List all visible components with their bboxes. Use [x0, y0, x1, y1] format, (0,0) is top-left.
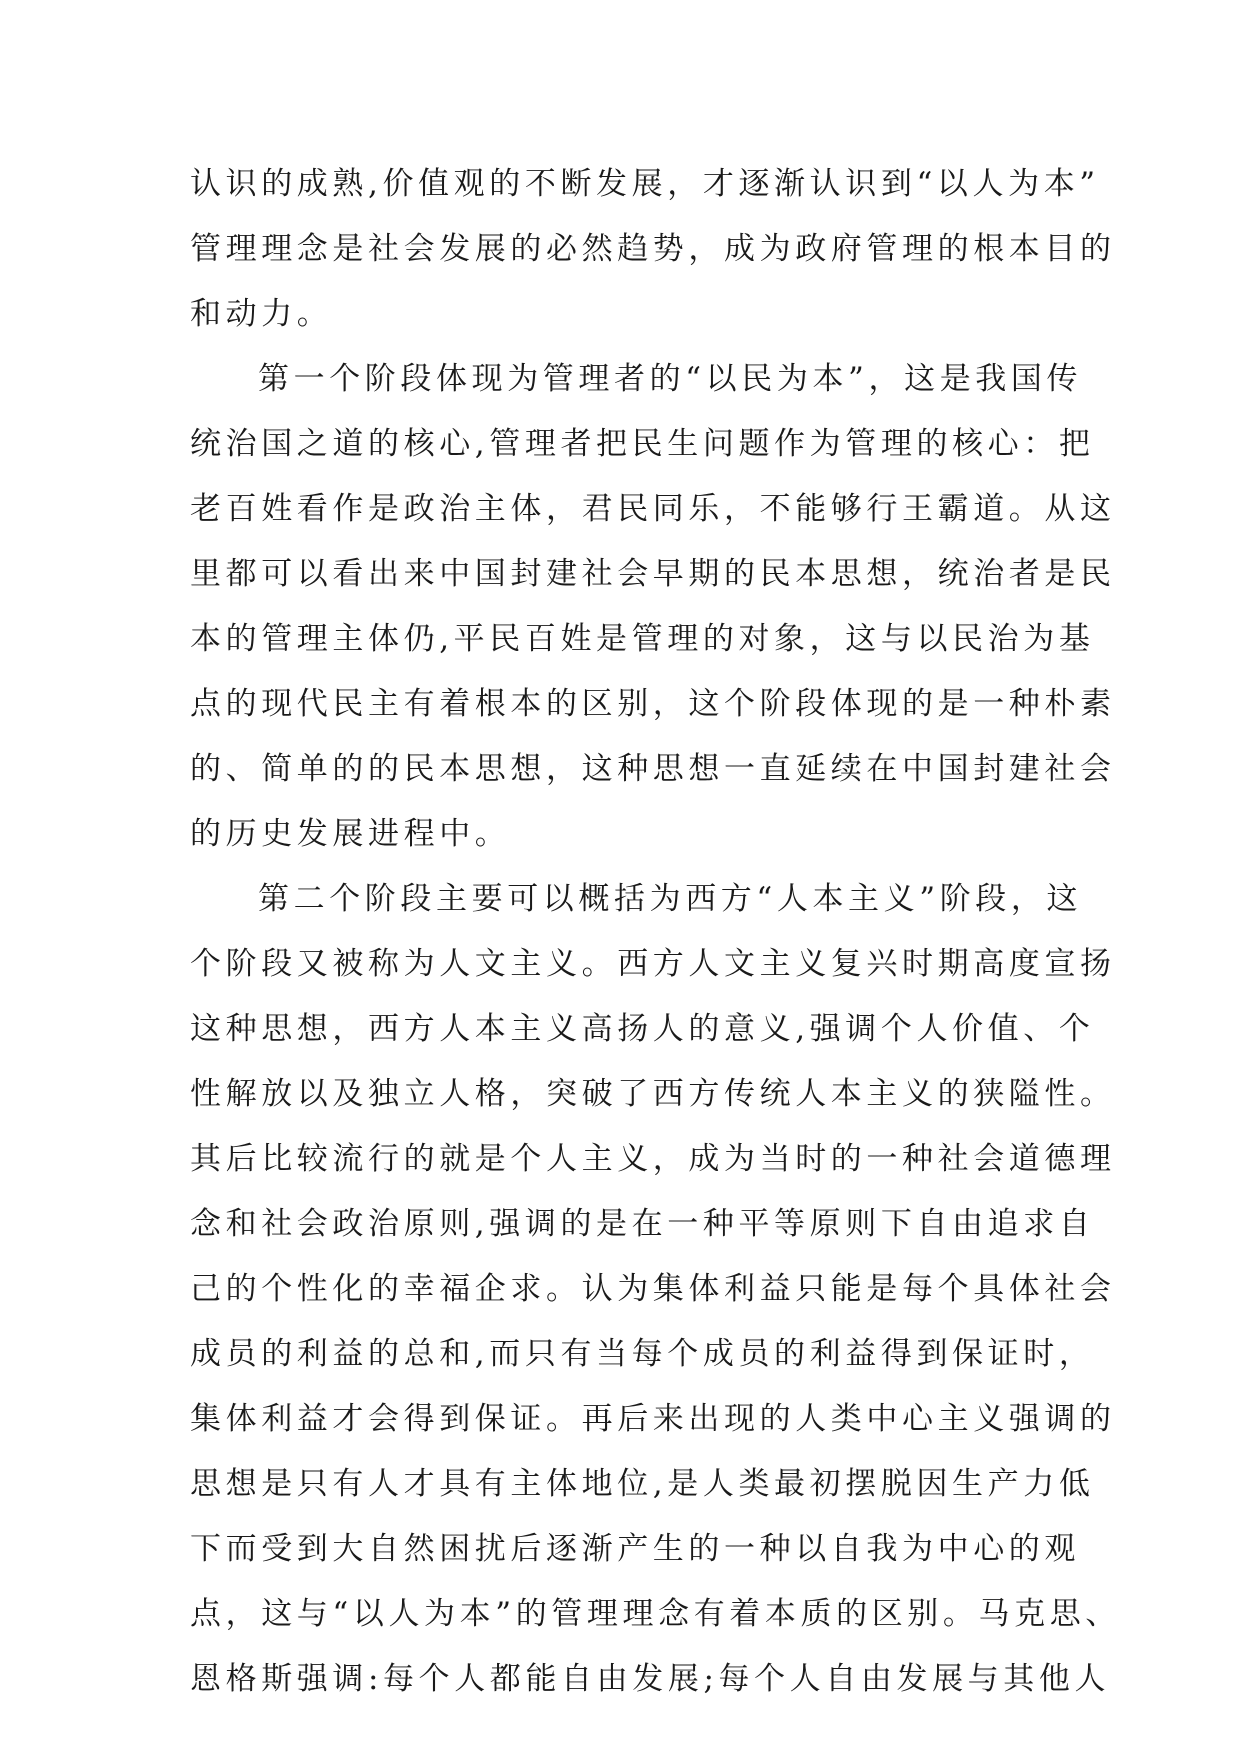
text-line: 管理理念是社会发展的必然趋势，成为政府管理的根本目的 — [190, 231, 1116, 267]
body-text — [190, 152, 1121, 1712]
text-line: 这种思想，西方人本主义高扬人的意义,强调个人价值、个 — [190, 1011, 1095, 1047]
paragraph-first-line: 第一个阶段体现为管理者的“以民为本”，这是我国传 — [258, 361, 1083, 397]
text-line: 思想是只有人才具有主体地位,是人类最初摆脱因生产力低 — [190, 1466, 1095, 1502]
text-line: 性解放以及独立人格，突破了西方传统人本主义的狭隘性。 — [190, 1076, 1116, 1112]
text-line: 己的个性化的幸福企求。认为集体利益只能是每个具体社会 — [190, 1271, 1116, 1307]
text-line: 个阶段又被称为人文主义。西方人文主义复兴时期高度宣扬 — [190, 946, 1116, 982]
text-line: 集体利益才会得到保证。再后来出现的人类中心主义强调的 — [190, 1401, 1116, 1437]
text-line: 念和社会政治原则,强调的是在一种平等原则下自由追求自 — [190, 1206, 1095, 1242]
text-line: 恩格斯强调:每个人都能自由发展;每个人自由发展与其他人 — [190, 1661, 1111, 1697]
text-line: 其后比较流行的就是个人主义，成为当时的一种社会道德理 — [190, 1141, 1116, 1177]
text-line: 的历史发展进程中。 — [190, 816, 511, 852]
text-line: 的、简单的的民本思想，这种思想一直延续在中国封建社会 — [190, 751, 1116, 787]
text-line: 老百姓看作是政治主体，君民同乐，不能够行王霸道。从这 — [190, 491, 1116, 527]
text-line: 和动力。 — [190, 296, 333, 332]
text-line: 本的管理主体仍,平民百姓是管理的对象，这与以民治为基 — [190, 621, 1095, 657]
text-line: 成员的利益的总和,而只有当每个成员的利益得到保证时， — [190, 1336, 1095, 1372]
paragraph-first-line: 第二个阶段主要可以概括为西方“人本主义”阶段，这 — [258, 881, 1083, 917]
text-line: 统治国之道的核心,管理者把民生问题作为管理的核心：把 — [190, 426, 1095, 462]
text-line: 里都可以看出来中国封建社会早期的民本思想，统治者是民 — [190, 556, 1116, 592]
text-line: 下而受到大自然困扰后逐渐产生的一种以自我为中心的观 — [190, 1531, 1080, 1567]
text-line: 点的现代民主有着根本的区别，这个阶段体现的是一种朴素 — [190, 686, 1116, 722]
text-line: 点，这与“以人为本”的管理理念有着本质的区别。马克思、 — [190, 1596, 1121, 1632]
text-line: 认识的成熟,价值观的不断发展，才逐渐认识到“以人为本” — [190, 166, 1100, 202]
